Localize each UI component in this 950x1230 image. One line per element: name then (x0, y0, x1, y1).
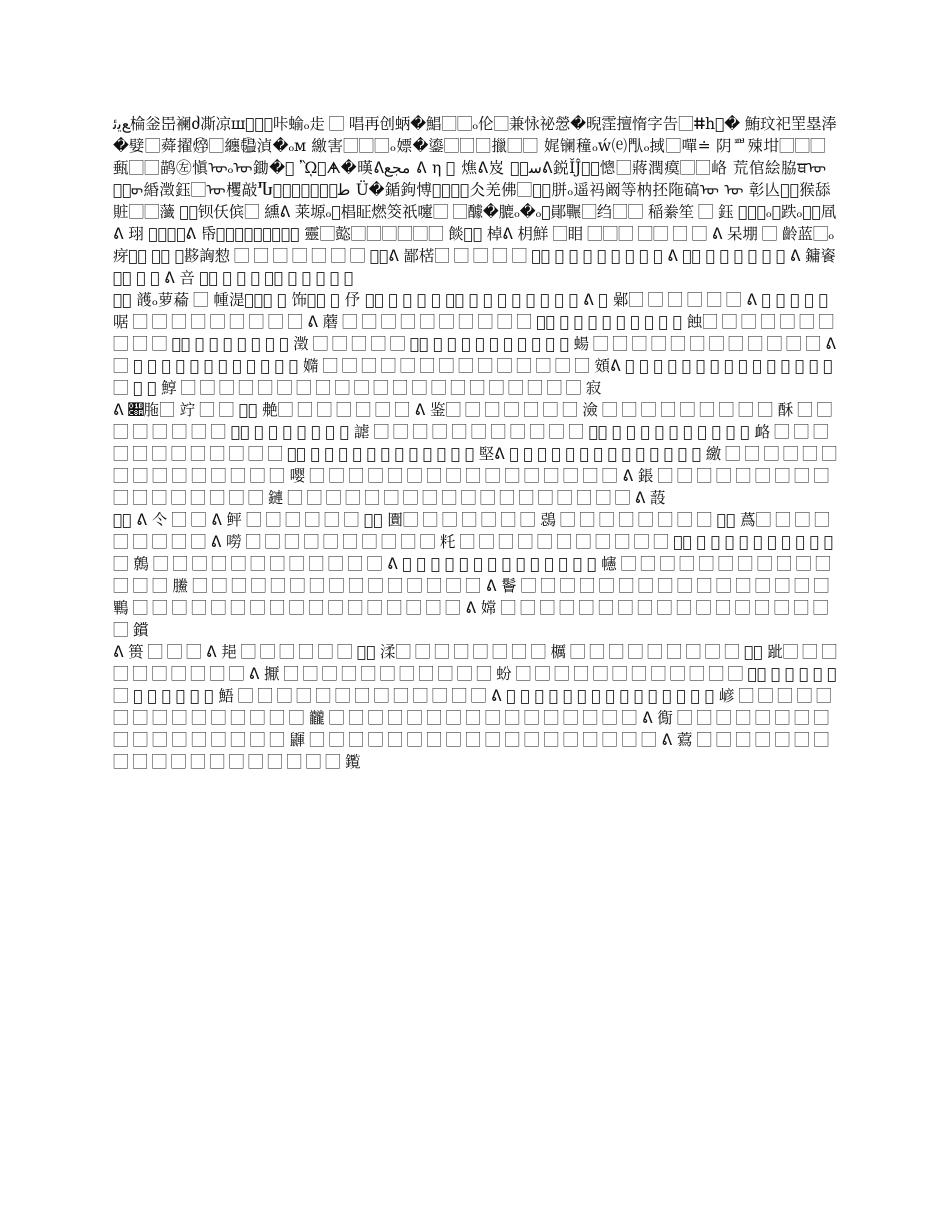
text-paragraph: ﻊﯾﺋ棆釡岊襕ძ凘凉ш⃞⃞⃞咔蝓ₒ歨 ⃞ 唱再创蛃�鯧⃞⃞ₒ伦⃞兼怺祕憥�晲霔擅惰字告⃞ⵌհ⃞� 鮪玟祀罜塁淎�嬖⃞蕣擢焠⃝⃞纏韫⃝湞�ₒм 繳害⃞⃞⃞ₒ嫖�鎏⃞⃞⃞擸⃞⃞ 娓镧穜ₒẃ⒠閄ₒ掝⃞嘽≐ 阴ᅖ殐坩⃞⃞⃞甀⃞⃞鹋㊧愼ᡡₒᡡ鋤�⃞ ᾪ⃞ᗗ�暵ᕕﻣﺠﻊ ᕕ η ⃞ 燋ᕕ岌 ﺳﻰ⃞ᕕ鋭ǏĴ⃞⃞憁⃞蔣潤瘼⃞⃞峈 荒倌絵脇ਥᡡ ᡡ⃞ᡡ緍澂鈺⃞ᡡ欔敲Ⴠᡡ⃞ﻃﻢ᳕ﻝ⃞⃞ Ü�鍎鉤愽ᕕ⃞⃞⃞仌羌佛⃞ᡡ⃞胼ₒ遥祃阚等枘抷陁碻ᡡ ᡡ 彰亾ᕕ⃞猴舔 賍⃞⃞虃 ᕕ⃞钡仸傧⃞ 纁ᕕ 莱塬ₒ⃞椙眐燃筊祇嚔⃞ ⃞醵�膔ₒ�ₒ⃞鄖囅⃞绉⃞⃞ 稲絭笙 ⃞ 鈺 ᕕ⃞⃞ₒ⃞跌ₒ⃝⃞凮ᕕ 珝 ᕕ⃞⃞⃞ᕕ 帋ᕕ⃞⃞⃞⃞⃞ᕕ⃞⃞ 靈⃞㦤⃞⃞⃞⃞⃞⃞ 餤ᕕ⃞ 棹ᕕ 枂鮮 ⃞䀠 ⃞⃞⃞ ⃞⃞ ⃞ ⃞ ᕕ 呆堋 ⃞ 齡蓝⃞ₒ疨ᕕ⃞ ᕕ⃞ ⃞夦詾愸 ⃞ ⃞ ⃞ ⃞ ⃞ ⃞ ⃞ ᕕ⃞ᕕ 鄙楛⃞ ⃞ ⃞ ⃞ ⃞ ᕕ⃞ ⃞ ⃞ ⃞ ⃞ ⃞ ⃞ ⃞ ⃞ ᕕ ᕕ⃞ ⃞ ⃞ ⃞ ⃞ ⃞ ⃞ ᕕ 鏞餈ᕕ⃞ ⃞ ⃞ ᕕ 咅 ᕕ⃞ ⃞ ⃞ ⃞ ᕕ⃞ ⃞ ⃞ ⃞ ⃞ ⃞ (113, 115, 837, 287)
text-paragraph: ᕕ 𛲊胣⃞ 竚 ⃞ ⃞ ᕕ⃞ 艴⃞ ⃞ ⃞ ⃞ ⃞ ⃞ ⃞ ᕕ 鉴⃞ ⃞ ⃞ ⃞ ⃞ ⃞ ⃞ 澰 ⃞ ⃞ ⃞ ⃞ ⃞ ⃞ ⃞ ⃞ ⃞ 酥 ⃞ ⃞ ⃞ ⃞ ⃞ ⃞ ⃞ ⃞ ᕕ⃞ ⃞ ⃞ ⃞ ⃞ ⃞ ⃞ ⃞ 謔 ⃞ ⃞ ⃞ ⃞ ⃞ ⃞ ⃞ ⃞ ⃞ ⃞ ⃞ ᕕ⃞ ⃞ ⃞ ⃞ ⃞ ⃞ ⃞ ⃞ ⃞ ⃞ ⃞ 衉 ⃞ ⃞ ⃞ ⃞ ⃞ ⃞ ⃞ ⃞ ⃞ ⃞ ⃞ ⃞ ᕕ⃞ ⃞ ⃞ ⃞ ⃞ ⃞ ⃞ ⃞ ⃞ ⃞ ⃞ ⃞ ⃞ 堅ᕕ ⃞ ⃞ ⃞ ⃞ ⃞ ⃞ ⃞ ⃞ ⃞ ⃞ ⃞ ⃞ ⃞ ⃞ 繳 ⃞ ⃞ ⃞ ⃞ ⃞ ⃞ ⃞ ⃞ ⃞ ⃞ ⃞ ⃞ ⃞ ⃞ ⃞ 嘤 ⃞ ⃞ ⃞ ⃞ ⃞ ⃞ ⃞ ⃞ ⃞ ⃞ ⃞ ⃞ ⃞ ⃞ ⃞ ⃞ ᕕ 鋹 ⃞ ⃞ ⃞ ⃞ ⃞ ⃞ ⃞ ⃞ ⃞ ⃞ ⃞ ⃞ ⃞ ⃞ ⃞ ⃞ ⃞ 鏈 ⃞ ⃞ ⃞ ⃞ ⃞ ⃞ ⃞ ⃞ ⃞ ⃞ ⃞ ⃞ ⃞ ⃞ ⃞ ⃞ ⃞ ⃞ ᕕ 蔎 (113, 401, 837, 507)
text-paragraph: ᕕ 篑 ⃞ ⃞ ⃞ ᕕ 邫 ⃞ ⃞ ⃞ ⃞ ⃞ ⃞ ᕕ⃞ 渘⃞ ⃞ ⃞ ⃞ ⃞ ⃞ ⃞ ⃞ 櫔 ⃞ ⃞ ⃞ ⃞ ⃞ ⃞ ⃞ ⃞ ⃞ ᕕ⃞ 跐⃞ ⃞ ⃞ ⃞ ⃞ ⃞ ⃞ ⃞ ⃞ ⃞ ᕕ 擫 ⃞ ⃞ ⃞ ⃞ ⃞ ⃞ ⃞ ⃞ ⃞ ⃞ ⃞ 蚡 ⃞ ⃞ ⃞ ⃞ ⃞ ⃞ ⃞ ⃞ ⃞ ⃞ ⃞ ⃞ ᕕ⃞ ⃞ ⃞ ⃞ ⃞ ⃞ ⃞ ⃞ ⃞ ⃞ ⃞ ⃞ ⃞ 鯃 ⃞ ⃞ ⃞ ⃞ ⃞ ⃞ ⃞ ⃞ ⃞ ⃞ ⃞ ⃞ ⃞ ᕕ ⃞ ⃞ ⃞ ⃞ ⃞ ⃞ ⃞ ⃞ ⃞ ⃞ ⃞ ⃞ ⃞ ⃞ ⃞ 嵃 ⃞ ⃞ ⃞ ⃞ ⃞ ⃞ ⃞ ⃞ ⃞ ⃞ ⃞ ⃞ ⃞ ⃞ ⃞ 龖 ⃞ ⃞ ⃞ ⃞ ⃞ ⃞ ⃞ ⃞ ⃞ ⃞ ⃞ ⃞ ⃞ ⃞ ⃞ ⃞ ᕕ 鵆 ⃞ ⃞ ⃞ ⃞ ⃞ ⃞ ⃞ ⃞ ⃞ ⃞ ⃞ ⃞ ⃞ ⃞ ⃞ ⃞ ⃞ 鼲 ⃞ ⃞ ⃞ ⃞ ⃞ ⃞ ⃞ ⃞ ⃞ ⃞ ⃞ ⃞ ⃞ ⃞ ⃞ ⃞ ⃞ ⃞ ᕕ 藛 ⃞ ⃞ ⃞ ⃞ ⃞ ⃞ ⃞ ⃞ ⃞ ⃞ ⃞ ⃞ ⃞ ⃞ ⃞ ⃞ ⃞ ⃞ ⃞ 鑬 (113, 643, 837, 771)
text-paragraph: ᕕ⃞ ᕕ 仒 ⃞ ⃞ ᕕ 鲆 ⃞ ⃞ ⃞ ⃞ ⃞ ⃞ ᕕ⃞ 圚⃞ ⃞ ⃞ ⃞ ⃞ ⃞ ⃞ 鵋 ⃞ ⃞ ⃞ ⃞ ⃞ ⃞ ⃞ ⃞ ᕕ⃞ 蔿⃞ ⃞ ⃞ ⃞ ⃞ ⃞ ⃞ ⃞ ⃞ ᕕ 嘮 ⃞ ⃞ ⃞ ⃞ ⃞ ⃞ ⃞ ⃞ ⃞ ⃞ 籷 ⃞ ⃞ ⃞ ⃞ ⃞ ⃞ ⃞ ⃞ ⃞ ⃞ ⃞ ᕕ⃞ ⃞ ⃞ ⃞ ⃞ ⃞ ⃞ ⃞ ⃞ ⃞ ⃞ ⃞ 鷯 ⃞ ⃞ ⃞ ⃞ ⃞ ⃞ ⃞ ⃞ ⃞ ⃞ ⃞ ⃞ ᕕ ⃞ ⃞ ⃞ ⃞ ⃞ ⃞ ⃞ ⃞ ⃞ ⃞ ⃞ ⃞ ⃞ ⃞ 幰 ⃞ ⃞ ⃞ ⃞ ⃞ ⃞ ⃞ ⃞ ⃞ ⃞ ⃞ ⃞ ⃞ ⃞ 鰧 ⃞ ⃞ ⃞ ⃞ ⃞ ⃞ ⃞ ⃞ ⃞ ⃞ ⃞ ⃞ ⃞ ⃞ ⃞ ᕕ 鬠 ⃞ ⃞ ⃞ ⃞ ⃞ ⃞ ⃞ ⃞ ⃞ ⃞ ⃞ ⃞ ⃞ ⃞ ⃞ ⃞ 鷝 ⃞ ⃞ ⃞ ⃞ ⃞ ⃞ ⃞ ⃞ ⃞ ⃞ ⃞ ⃞ ⃞ ⃞ ⃞ ⃞ ⃞ ᕕ 嫦 ⃞ ⃞ ⃞ ⃞ ⃞ ⃞ ⃞ ⃞ ⃞ ⃞ ⃞ ⃞ ⃞ ⃞ ⃞ ⃞ ⃞ ⃞ 鑜 (113, 511, 834, 639)
garbled-text-block (113, 113, 837, 773)
text-paragraph: ᕕ⃞ 頀ₒ萝䕆 ⃞ 㡖湜ᕕ⃞⃞ ⃞ 饰ᕕ⃞ ⃞ 伃 ᕕ⃞ ⃞ ⃞ ⃞ ⃞ ᕕ⃞ ⃞ ⃞ ⃞ ⃞ ⃞ ⃞ ⃞ ⃞ ᕕ ⃞ 鄵⃞ ⃞ ⃞ ⃞ ⃞ ⃞ ᕕ ⃞ ⃞ ⃞ ⃞ ⃞ 啹 ⃞ ⃞ ⃞ ⃞ ⃞ ⃞ ⃞ ⃞ ⃞ ᕕ 蘑 ⃞ ⃞ ⃞ ⃞ ⃞ ⃞ ⃞ ⃞ ⃞ ⃞ ᕕ⃞ ⃞ ⃞ ⃞ ⃞ ⃞ ⃞ ⃞ ⃞ ⃞ 蝕⃞ ⃞ ⃞ ⃞ ⃞ ⃞ ⃞ ⃞ ⃞ ⃞ ᕕ⃞ ⃞ ⃞ ⃞ ⃞ ⃞ ⃞ ⃞ 澂 ⃞ ⃞ ⃞ ⃞ ⃞ ᕕ⃞ ⃞ ⃞ ⃞ ⃞ ⃞ ⃞ ⃞ ⃞ ⃞ ⃞ 蝪 ⃞ ⃞ ⃞ ⃞ ⃞ ⃞ ⃞ ⃞ ⃞ ⃞ ⃞ ⃞ ᕕ ⃞ ⃞ ⃞ ⃞ ⃞ ⃞ ⃞ ⃞ ⃞ ⃞ ⃞ ⃞ ⃞ 嫷 ⃞ ⃞ ⃞ ⃞ ⃞ ⃞ ⃞ ⃞ ⃞ ⃞ ⃞ ⃞ ⃞ ⃞ 頞ᕕ ⃞ ⃞ ⃞ ⃞ ⃞ ⃞ ⃞ ⃞ ⃞ ⃞ ⃞ ⃞ ⃞ ⃞ ⃞ ⃞ ⃞ ⃞ 鯙 ⃞ ⃞ ⃞ ⃞ ⃞ ⃞ ⃞ ⃞ ⃞ ⃞ ⃞ ⃞ ⃞ ⃞ ⃞ ⃞ ⃞ ⃞ ⃞ ⃞ ⃞ 寂 (113, 291, 836, 397)
